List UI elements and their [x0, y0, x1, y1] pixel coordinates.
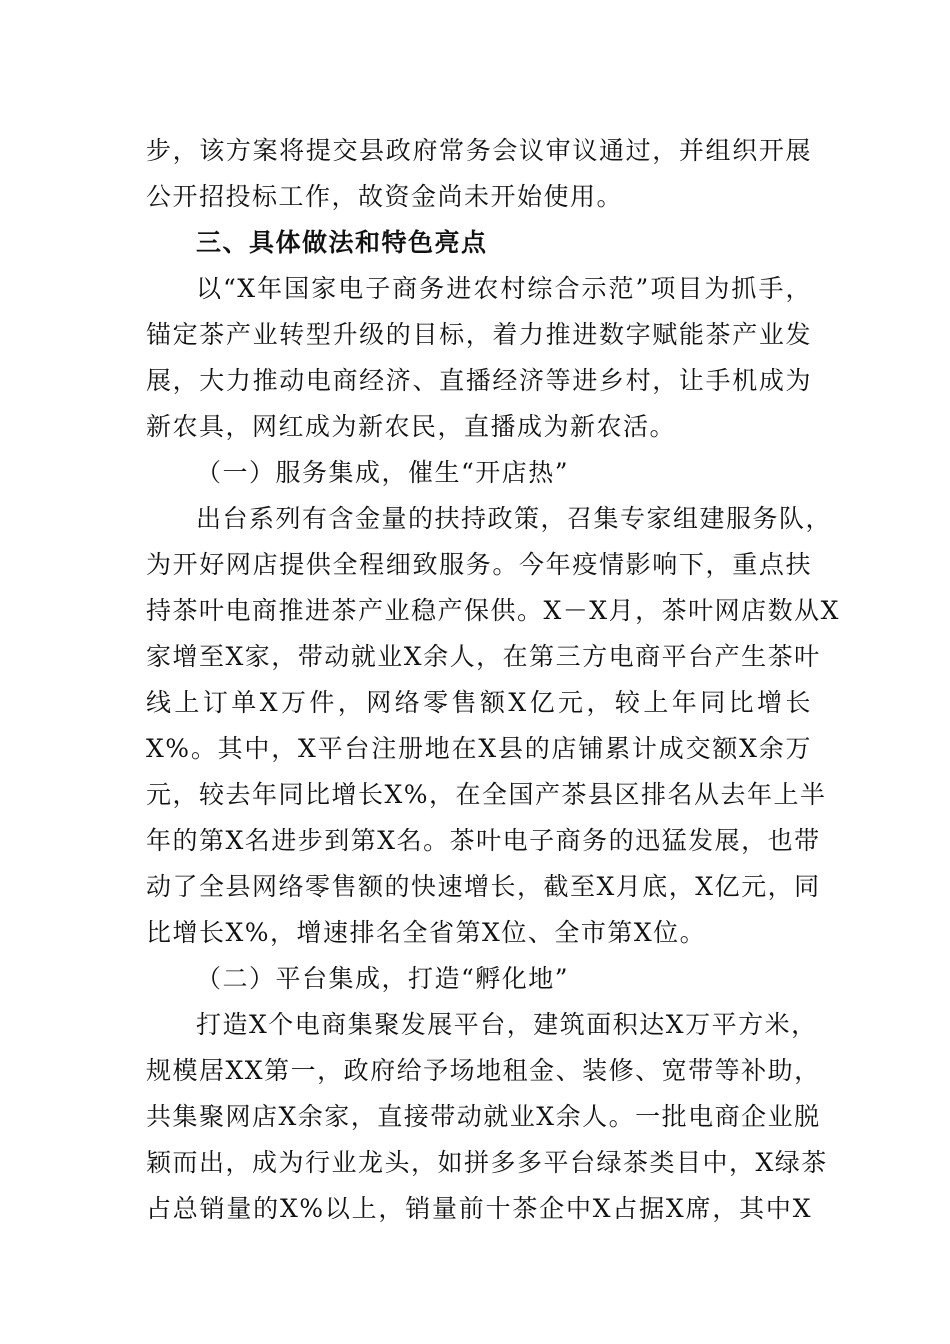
section-heading: 三、具体做法和特色亮点	[196, 228, 488, 257]
text-line: 家增至X家，带动就业X余人，在第三方电商平台产生茶叶	[146, 642, 821, 671]
text-line: 占总销量的X%以上，销量前十茶企中X占据X席，其中X	[146, 1194, 812, 1223]
text-line: 为开好网店提供全程细致服务。今年疫情影响下，重点扶	[146, 550, 812, 579]
text-line: 规模居XX第一，政府给予场地租金、装修、宽带等补助，	[146, 1056, 821, 1085]
subsection-heading: （二）平台集成，打造“孵化地”	[196, 964, 570, 993]
paragraph-first-line: 出台系列有含金量的扶持政策，召集专家组建服务队，	[196, 504, 833, 533]
text-line: 新农具，网红成为新农民，直播成为新农活。	[146, 412, 677, 441]
text-line: 持茶叶电商推进茶产业稳产保供。X－X月，茶叶网店数从X	[146, 596, 840, 625]
text-line: 共集聚网店X余家，直接带动就业X余人。一批电商企业脱	[146, 1102, 821, 1131]
text-line: 比增长X%，增速排名全省第X位、全市第X位。	[146, 918, 707, 947]
text-line: 公开招投标工作，故资金尚未开始使用。	[146, 182, 624, 211]
paragraph-first-line: 以“X年国家电子商务进农村综合示范”项目为抓手，	[196, 274, 812, 303]
text-line: 步，该方案将提交县政府常务会议审议通过，并组织开展	[146, 136, 812, 165]
text-line: 展，大力推动电商经济、直播经济等进乡村，让手机成为	[146, 366, 812, 395]
text-line: 线上订单X万件，网络零售额X亿元，较上年同比增长	[146, 688, 812, 717]
text-line: 锚定茶产业转型升级的目标，着力推进数字赋能茶产业发	[146, 320, 812, 349]
paragraph-first-line: 打造X个电商集聚发展平台，建筑面积达X万平方米，	[196, 1010, 818, 1039]
subsection-heading: （一）服务集成，催生“开店热”	[196, 458, 570, 487]
text-line: 元，较去年同比增长X%，在全国产茶县区排名从去年上半	[146, 780, 827, 809]
document-body	[146, 128, 840, 1232]
text-line: 动了全县网络零售额的快速增长，截至X月底，X亿元，同	[146, 872, 821, 901]
text-line: 颖而出，成为行业龙头，如拼多多平台绿茶类目中，X绿茶	[146, 1148, 828, 1177]
text-line: X%。其中，X平台注册地在X县的店铺累计成交额X余万	[146, 734, 812, 763]
text-line: 年的第X名进步到第X名。茶叶电子商务的迅猛发展，也带	[146, 826, 821, 855]
